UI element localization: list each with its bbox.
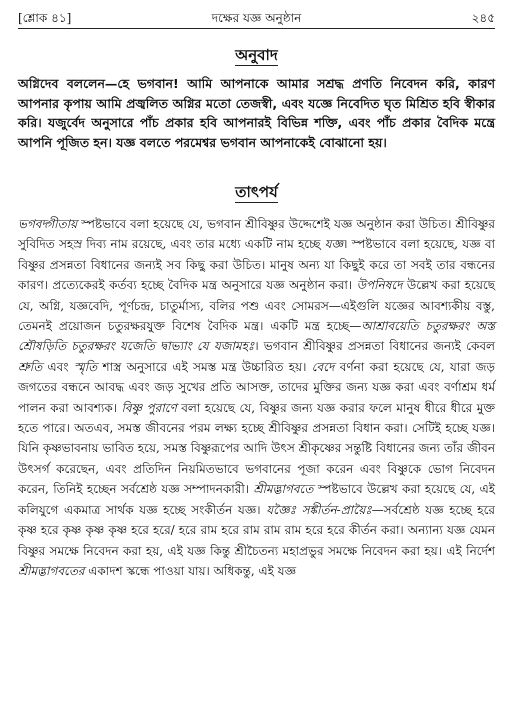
italic-term: শ্রীমদ্ভাগবতে	[253, 482, 314, 497]
purport-paragraph	[18, 214, 495, 581]
purport-text-run: একাদশ স্কন্ধে পাওয়া যায়। অধিকন্তু, এই যজ্ঞ	[84, 563, 297, 578]
translation-heading	[0, 44, 513, 69]
translation-heading-text: অনুবাদ	[235, 46, 278, 64]
purport-heading	[0, 181, 513, 206]
purport-text-run: স্পষ্টভাবে বলা হয়েছে যে, ভগবান শ্রীবিষ্ণুর উদ্দেশেই যজ্ঞ অনুষ্ঠান করা উচিত। শ্রীবিষ্ণুর সুবিদিত সহস্র দিব্য নাম রয়েছে, এবং তার মধ্যে একটি নাম হচ্ছে	[18, 217, 495, 252]
purport-text-run: শাস্ত্র অনুসারে এই সমস্ত মন্ত্র উচ্চারিত হয়।	[97, 359, 312, 374]
italic-term: যজ্ঞৈঃ সঙ্কীর্তন-প্রায়ৈঃ	[266, 502, 372, 517]
italic-term: স্মৃতি	[73, 359, 98, 374]
purport-text-run: উল্লেখ করা হয়েছে যে, অগ্নি, যজ্ঞবেদি, পূর্ণচন্দ্র, চাতুর্মাস্য, বলির পশু এবং সোমরস—এইগুলি যজ্ঞের আবশ্যকীয় বস্তু, তেমনই প্রয়োজন চতুরক্ষরযুক্ত বিশেষ বৈদিক মন্ত্র। একটি মন্ত্র হচ্ছে—	[18, 278, 495, 334]
italic-term: বিষ্ণু পুরাণে	[121, 400, 177, 415]
italic-term: বেদে	[311, 359, 335, 374]
purport-text-run: বর্ণনা করা হয়েছে যে, যারা জড় জগতের বন্ধনে আবদ্ধ এবং জড় সুখের প্রতি আসক্ত, তাদের মুক্তির জন্য যজ্ঞ করা এবং বর্ণাশ্রম ধর্ম পালন করা আবশ্যক।	[18, 359, 495, 415]
italic-term: যজ্ঞ	[324, 237, 344, 252]
purport-text-run: এবং	[42, 359, 74, 374]
italic-term: শ্রীমদ্ভাগবতের	[18, 563, 85, 578]
chapter-title: দক্ষের যজ্ঞ অনুষ্ঠান	[211, 11, 302, 25]
italic-term: ভগবদ্গীতায়	[18, 217, 78, 231]
purport-text-run: স্পষ্টভাবে উল্লেখ করা হয়েছে যে, এই কলিযুগে একমাত্র সার্থক যজ্ঞ হচ্ছে সংকীর্তন যজ্ঞ।	[18, 482, 495, 517]
purport-text-run: বলা হয়েছে যে, বিষ্ণুর জন্য যজ্ঞ করার ফলে মানুষ ধীরে ধীরে মুক্ত হতে পারে। অতএব, সমস্ত জীবনের পরম লক্ষ্য হচ্ছে শ্রীবিষ্ণুর প্রসন্নতা বিধান করা। সেটিই হচ্ছে যজ্ঞ। যিনি কৃষ্ণভাবনায় ভাবিত হয়ে, সমস্ত বিষ্ণুরূপের আদি উৎস শ্রীকৃষ্ণের সন্তুষ্টি বিধানের জন্য তাঁর জীবন উৎসর্গ করেছেন, এবং প্রতিদিন নিয়মিতভাবে ভগবানের পূজা করেন এবং বিষ্ণুকে ভোগ নিবেদন করেন, তিনিই হচ্ছেন সর্বশ্রেষ্ঠ যজ্ঞ সম্পাদনকারী।	[18, 400, 496, 497]
running-header	[18, 8, 495, 30]
purport-text-run: । ভগবান শ্রীবিষ্ণুর প্রসন্নতা বিধানের জন্যই কেবল	[254, 339, 495, 354]
header-rule	[18, 28, 495, 29]
page-number: ২৪৫	[471, 11, 495, 25]
verse-reference: [শ্লোক ৪১]	[18, 11, 72, 25]
purport-body	[18, 214, 495, 581]
italic-term: উপনিষদে	[356, 278, 403, 293]
purport-text-run: —সর্বশ্রেষ্ঠ যজ্ঞ হচ্ছে হরে কৃষ্ণ হরে কৃষ্ণ কৃষ্ণ কৃষ্ণ হরে হরে/ হরে রাম হরে রাম রাম রাম হরে হরে কীর্তন করা। অন্যান্য যজ্ঞ যেমন বিষ্ণুর সমক্ষে নিবেদন করা হয়, এই যজ্ঞ কিন্তু শ্রীচৈতন্য মহাপ্রভুর সমক্ষে নিবেদন করা হয়। এই নির্দেশ	[18, 502, 496, 558]
purport-heading-text: তাৎপর্য	[235, 183, 278, 201]
italic-term: আশ্রাবয়েতি চতুরক্ষরং অস্ত শ্রৌষড়িতি চতুরক্ষরং যজেতি দ্বাভ্যাং যে যজামহঃ	[18, 319, 495, 354]
purport-text-run: । স্পষ্টভাবে বলা হয়েছে, যজ্ঞ বা বিষ্ণুর প্রসন্নতা বিধানের জন্যই সব কিছু করা উচিত। মানুষ অন্য যা কিছুই করে তা সবই তার বন্ধনের কারণ। প্রত্যেকেরই কর্তব্য হচ্ছে বৈদিক মন্ত্র অনুসারে যজ্ঞ অনুষ্ঠান করা।	[18, 237, 495, 293]
translation-text: অগ্নিদেব বললেন—হে ভগবান! আমি আপনাকে আমার সশ্রদ্ধ প্রণতি নিবেদন করি, কারণ আপনার কৃপায় আমি প্রজ্বলিত অগ্নির মতো তেজস্বী, এবং যজ্ঞে নিবেদিত ঘৃত মিশ্রিত হবি স্বীকার করি। যজুর্বেদ অনুসারে পাঁচ প্রকার হবি আপনারই বিভিন্ন শক্তি, এবং পাঁচ প্রকার বৈদিক মন্ত্রে আপনি পূজিত হন। যজ্ঞ বলতে পরমেশ্বর ভগবান আপনাকেই বোঝানো হয়।	[18, 76, 495, 150]
italic-term: শ্রুতি	[18, 359, 43, 374]
